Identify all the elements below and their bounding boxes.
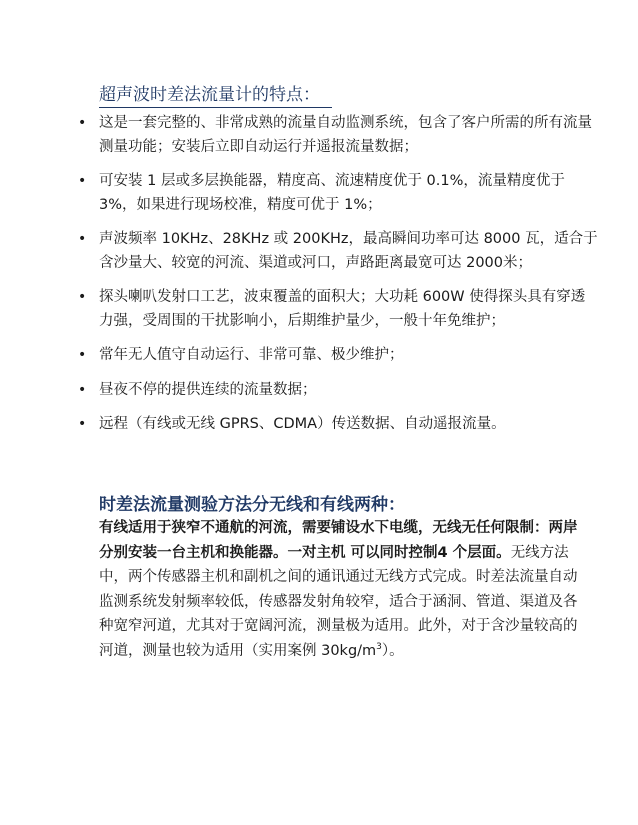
section2-title: 时差法流量测验方法分无线和有线两种：	[99, 495, 405, 515]
bullet-icon: •	[78, 381, 87, 398]
list-item-text: 这是一套完整的、非常成熟的流量自动监测系统，包含了客户所需的所有流量测量功能；安装后立即自动运行并遥报流量数据；	[99, 115, 592, 155]
paragraph-bold-text: 有线适用于狭窄不通航的河流，需要铺设水下电缆，无线无任何限制：两岸分别安装一台主机和换能器。一对主机 可以同时控制4 个层面。	[99, 520, 578, 561]
list-item	[78, 413, 598, 437]
list-item-text: 探头喇叭发射口工艺，波束覆盖的面积大；大功耗 600W 使得探头具有穿透力强，受周围的干扰影响小，后期维护量少，一般十年免维护；	[99, 289, 586, 329]
feature-list	[78, 112, 598, 448]
list-item-text: 远程（有线或无线 GPRS、CDMA）传送数据、自动遥报流量。	[99, 416, 506, 432]
list-item	[78, 228, 598, 275]
section2-paragraph	[99, 516, 589, 663]
paragraph-text: 无线方法中，两个传感器主机和副机之间的通讯通过无线方式完成。时差法流量自动监测系统发射频率较低，传感器发射角较窄，适合于涵洞、管道、渠道及各种宽窄河道，尤其对于宽阔河流，测量极为适用。此外，对于含沙量较高的河道，测量也较为适用（实用案例 30kg/m	[99, 544, 578, 659]
bullet-icon: •	[78, 347, 87, 363]
bullet-icon: •	[78, 173, 87, 189]
bullet-icon: •	[78, 115, 87, 131]
unit-superscript: 3	[376, 641, 382, 652]
list-item	[78, 379, 598, 403]
list-item	[78, 170, 598, 217]
list-item-text: 声波频率 10KHz、28KHz 或 200KHz，最高瞬间功率可达 8000 瓦，适合于含沙量大、较宽的河流、渠道或河口，声路距离最宽可达 2000米；	[99, 231, 598, 271]
bullet-icon: •	[78, 289, 87, 305]
list-item	[78, 344, 598, 368]
paragraph-end: ）。	[381, 642, 404, 659]
list-item	[78, 286, 598, 333]
section1-title: 超声波时差法流量计的特点：	[99, 80, 332, 108]
list-item	[78, 112, 598, 159]
list-item-text: 可安装 1 层或多层换能器，精度高、流速精度优于 0.1%，流量精度优于 3%，如果进行现场校准，精度可优于 1%；	[99, 173, 565, 213]
bullet-icon: •	[78, 231, 87, 247]
list-item-text: 昼夜不停的提供连续的流量数据；	[99, 381, 317, 398]
bullet-icon: •	[78, 416, 87, 432]
list-item-text: 常年无人值守自动运行、非常可靠、极少维护；	[99, 347, 404, 363]
